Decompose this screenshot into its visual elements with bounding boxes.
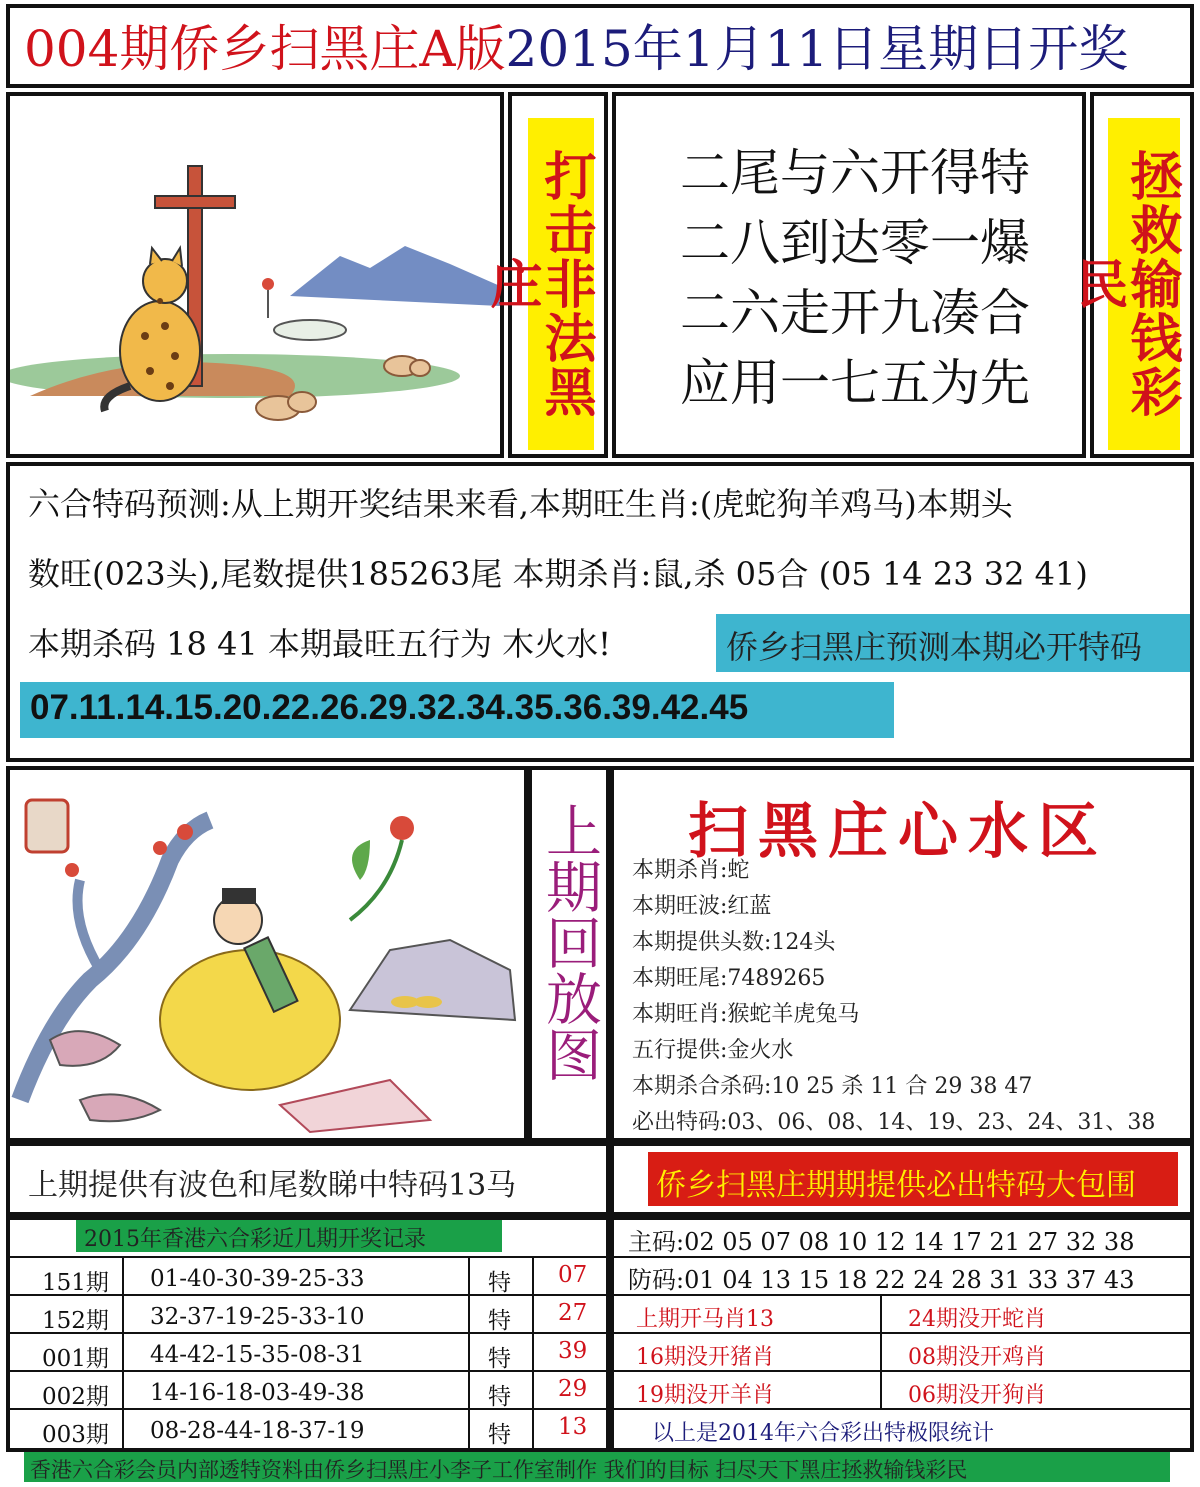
prediction-line: 数旺(023头),尾数提供185263尾 本期杀肖:鼠,杀 05合 (05 14 23 32 41) [28,555,1088,593]
row-period: 003期 [42,1422,109,1448]
poem-line: 二六走开九凑合 [680,284,1030,342]
table-divider [532,1256,534,1448]
prediction-line: 六合特码预测:从上期开奖结果来看,本期旺生肖:(虎蛇狗羊鸡马)本期头 [28,485,1013,523]
stat-item: 19期没开羊肖 [636,1383,774,1408]
row-numbers: 32-37-19-25-33-10 [150,1304,365,1330]
table-divider [880,1294,882,1408]
replay-label-panel [528,766,610,1142]
banner-left-text: 打击非法黑庄 [528,118,594,450]
tip-line: 本期旺肖:猴蛇羊虎兔马 [632,1002,860,1027]
table-divider [10,1256,606,1258]
last-period-note [6,1142,610,1216]
row-period: 152期 [42,1308,109,1334]
page-title [24,16,1128,82]
promo-text: 侨乡扫黑庄期期提供必出特码大包围 [656,1168,1136,1203]
footer [6,1452,1194,1484]
must-open-numbers-text: 07.11.14.15.20.22.26.29.32.34.35.36.39.42.45 [30,688,749,727]
codes-panel [610,1216,1194,1452]
promo-panel [610,1142,1194,1216]
footer-text: 香港六合彩会员内部透特资料由侨乡扫黑庄小李子工作室制作 我们的目标 扫尽天下黑庄拯救输钱彩民 [30,1458,968,1482]
table-divider [468,1256,470,1448]
stat-item: 08期没开鸡肖 [908,1345,1046,1370]
stat-note: 以上是2014年六合彩出特极限统计 [652,1421,994,1446]
table-divider [122,1256,124,1448]
tip-line: 本期旺尾:7489265 [632,966,826,991]
row-numbers: 01-40-30-39-25-33 [150,1266,365,1292]
row-te: 特 [488,1384,511,1410]
must-open-label-text: 侨乡扫黑庄预测本期必开特码 [726,628,1143,666]
stat-item: 上期开马肖13 [636,1307,774,1332]
tip-line: 本期提供头数:124头 [632,930,836,955]
stat-item: 16期没开猪肖 [636,1345,774,1370]
prediction-line: 本期杀码 18 41 本期最旺五行为 木火水! [28,625,611,663]
must-open-numbers [20,682,894,738]
stat-item: 24期没开蛇肖 [908,1307,1046,1332]
replay-label: 上期回放图 [537,802,602,1082]
records-title-bar [76,1220,502,1252]
row-numbers: 14-16-18-03-49-38 [150,1380,365,1406]
row-period: 001期 [42,1346,109,1372]
row-te: 特 [488,1270,511,1296]
row-numbers: 08-28-44-18-37-19 [150,1418,365,1444]
leopard-cross-illustration [10,96,500,454]
defense-codes: 防码:01 04 13 15 18 22 24 28 31 33 37 43 [628,1266,1135,1294]
row-te: 特 [488,1346,511,1372]
tip-line: 必出特码:03、06、08、14、19、23、24、31、38 [632,1110,1156,1135]
poem-panel [612,92,1086,458]
promo-bar [648,1152,1178,1206]
header [6,4,1194,88]
row-period: 002期 [42,1384,109,1410]
tip-line: 本期杀合杀码:10 25 杀 11 合 29 38 47 [632,1074,1033,1099]
tips-panel [610,766,1194,1142]
poem-line: 二尾与六开得特 [680,144,1030,202]
leopard-illustration-panel [6,92,504,458]
title-red: 004期侨乡扫黑庄A版 [24,20,506,78]
anti-bookie-banner [481,92,608,458]
row-special: 39 [558,1338,588,1364]
tip-line: 本期旺波:红蓝 [632,894,772,919]
footer-bar [24,1452,1170,1482]
tip-line: 五行提供:金火水 [632,1038,794,1063]
draw-records-table [6,1216,610,1452]
row-numbers: 44-42-15-35-08-31 [150,1342,365,1368]
tip-line: 本期杀肖:蛇 [632,858,750,883]
row-special: 13 [558,1414,588,1440]
row-period: 151期 [42,1270,109,1296]
rescue-banner [1067,92,1194,458]
must-open-label [716,614,1190,672]
scholar-tree-illustration [10,770,524,1138]
stat-item: 06期没开狗肖 [908,1383,1046,1408]
table-divider [614,1256,1190,1258]
row-special: 27 [558,1300,588,1326]
row-te: 特 [488,1422,511,1448]
last-period-note-text: 上期提供有波色和尾数睇中特码13马 [28,1168,517,1203]
row-special: 07 [558,1262,588,1288]
row-special: 29 [558,1376,588,1402]
banner-right-text: 拯救输钱彩民 [1108,118,1180,450]
title-date: 2015年1月11日星期日开奖 [505,20,1129,78]
scholar-illustration-panel [6,766,528,1142]
prediction-panel [6,462,1194,762]
records-title: 2015年香港六合彩近几期开奖记录 [84,1227,426,1252]
main-codes: 主码:02 05 07 08 10 12 14 17 21 27 32 38 [628,1228,1135,1256]
poem-line: 应用一七五为先 [680,354,1030,412]
poem-line: 二八到达零一爆 [680,214,1030,272]
tips-panel-title: 扫黑庄心水区 [688,797,1108,867]
row-te: 特 [488,1308,511,1334]
table-divider [614,1294,1190,1296]
